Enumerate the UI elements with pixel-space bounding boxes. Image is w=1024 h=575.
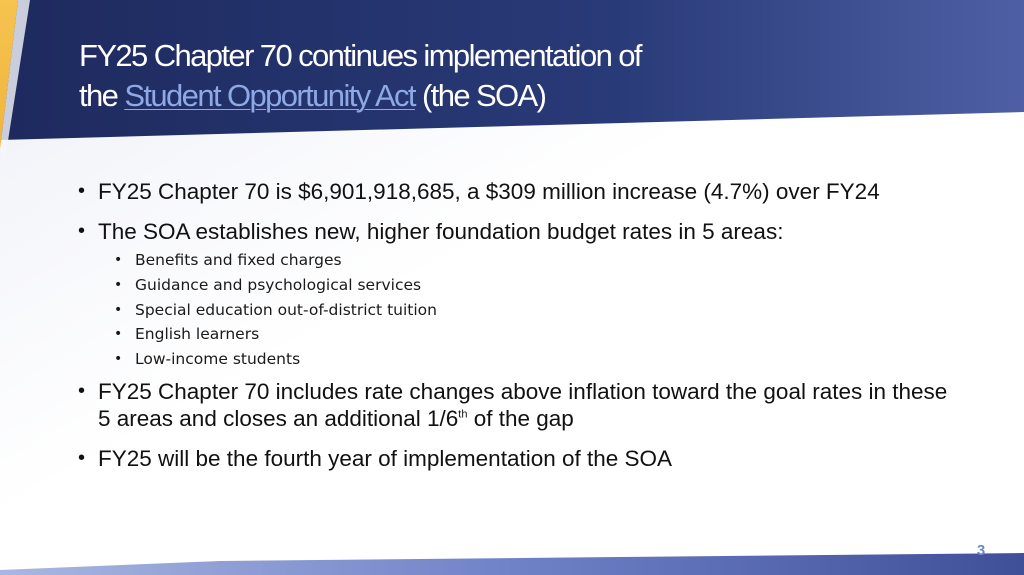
sub-bullet-dot: • — [114, 326, 123, 343]
title-prefix: the — [79, 78, 118, 113]
sub-bullet-dot: • — [114, 351, 123, 368]
bullet-text: FY25 Chapter 70 includes rate changes above inflation toward the goal rates in these 5 areas and closes an additional 1/6 — [98, 378, 948, 431]
bullet-dot: • — [78, 180, 86, 202]
title-suffix: (the SOA) — [421, 78, 546, 113]
student-opportunity-act-link[interactable]: Student Opportunity Act — [124, 78, 415, 113]
title-line-1: FY25 Chapter 70 continues implementation of — [79, 38, 641, 73]
sub-bullet-list — [78, 248, 958, 372]
bullet-item — [78, 218, 958, 245]
sub-bullet-item — [78, 347, 958, 372]
ordinal-superscript: th — [458, 408, 468, 421]
sub-bullet-text: Special education out-of-district tuition — [135, 300, 437, 319]
bullet-item — [78, 378, 958, 432]
sub-bullet-dot: • — [114, 252, 123, 268]
bullet-text: FY25 Chapter 70 is $6,901,918,685, a $309 million increase (4.7%) over FY24 — [98, 179, 880, 204]
sub-bullet-dot: • — [114, 301, 123, 318]
slide-title — [79, 36, 839, 116]
bullet-item — [78, 445, 958, 472]
bullet-text: The SOA establishes new, higher foundation budget rates in 5 areas: — [98, 219, 784, 244]
page-number: 3 — [976, 542, 986, 559]
sub-bullet-text: Guidance and psychological services — [135, 275, 422, 294]
sub-bullet-item — [78, 322, 958, 347]
sub-bullet-text: Low-income students — [135, 350, 301, 369]
bullet-text-end: of the gap — [467, 405, 574, 431]
bullet-list — [78, 178, 958, 472]
sub-bullet-text: Benefits and fixed charges — [135, 251, 342, 269]
sub-bullet-dot: • — [114, 276, 123, 293]
bullet-item — [78, 178, 958, 205]
sub-bullet-item — [78, 248, 958, 273]
sub-bullet-text: English learners — [135, 325, 260, 344]
bullet-text: FY25 will be the fourth year of implementation of the SOA — [98, 445, 673, 471]
bullet-dot: • — [78, 446, 86, 469]
sub-bullet-item — [78, 273, 958, 298]
sub-bullet-item — [78, 298, 958, 323]
bullet-dot: • — [78, 379, 86, 402]
bullet-dot: • — [78, 220, 86, 242]
